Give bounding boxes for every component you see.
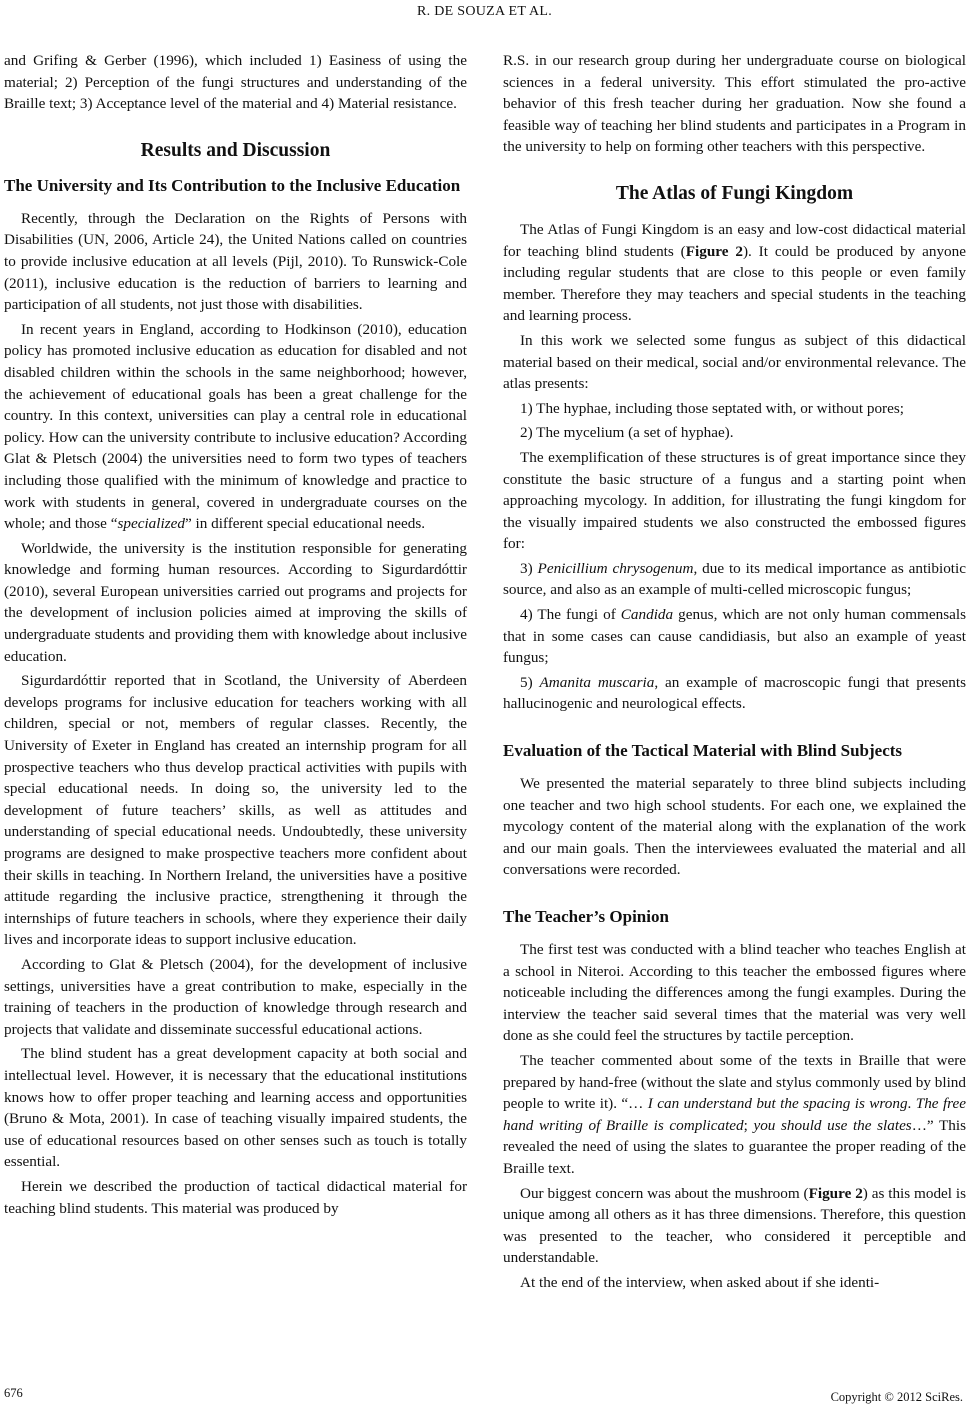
paragraph — [503, 1050, 966, 1180]
quote: I can understand but the spacing is wrong — [647, 1095, 908, 1113]
subsection-heading-evaluation: Evaluation of the Tactical Material with Blind Subjects — [503, 741, 903, 761]
paragraph: Herein we described the production of tactical didactical material for teaching blind students. This material was produced by — [4, 1177, 467, 1217]
text-run: ” in different special educational needs. — [184, 515, 426, 533]
text-run: The Atlas of Fungi Kingdom is an easy and low-cost didactical material for teaching blind students ( — [503, 220, 966, 260]
text-run: , an example of macroscopic fungi that presents hallucinogenic and neurological effects. — [503, 673, 966, 713]
text-run: In recent years in England, according to Hodkinson (2010), education policy has promoted inclusive education as education for disabled and not disabled children within the schools in the same neighborhood; however, the achievement of educational goals has been a great challenge for the country. In this context, universities can play a central role in educational policy. How can the university contribute to inclusive education? According Glat & Pletsch (2004) the universities need to form two types of teachers including those qualified with the minimum of knowledge and practice to work with students in general, covered in undergraduate courses on the whole; and those “ — [4, 320, 467, 533]
paragraph — [503, 219, 966, 327]
paragraph: According to Glat & Pletsch (2004), for the development of inclusive settings, universities have a great contribution to make, especially in the training of teachers in the production of knowledge through research and projects that validate and disseminate successful educational actions. — [4, 955, 467, 1038]
quote: The free hand writing of Braille is complicated — [503, 1095, 966, 1134]
genus-name: Candida — [620, 606, 674, 624]
list-item: 2) The mycelium (a set of hyphae). — [520, 424, 734, 442]
paragraph: At the end of the interview, when asked about if she identi- — [520, 1273, 880, 1291]
paragraph: The exemplification of these structures is of great importance since they constitute the basic structure of a fungus and a starting point when approaching mycology. In addition, for illustrating the fungi kingdom for the visually impaired students we also constructed the embossed figures for: — [503, 448, 966, 553]
section-heading-results: Results and Discussion — [140, 139, 331, 161]
right-column — [503, 50, 966, 1297]
paragraph: Recently, through the Declaration on the Rights of Persons with Disabilities (UN, 2006, Article 24), the United Nations called on countries to provide inclusive education at all levels (Pijl, 2010). To Runswick-Cole (2011), inclusive education is the reduction of barriers to learning and participation of all students, not just those with disabilities. — [4, 209, 467, 314]
text-run: 4) The fungi of — [520, 606, 621, 624]
text-run: The teacher commented about some of the texts in Braille that were prepared by hand-free (without the slate and stylus commonly used by blind people to write it). “… — [503, 1051, 966, 1113]
section-heading-atlas: The Atlas of Fungi Kingdom — [615, 182, 854, 204]
left-column — [4, 50, 467, 1222]
text-run: ) as this model is unique among all others as it has three dimensions. Therefore, this question was presented to the teacher, who considered it perceptible and understandable. — [503, 1184, 967, 1267]
text-run: 5) — [520, 673, 540, 691]
copyright-notice: Copyright © 2012 SciRes. — [830, 1390, 963, 1404]
text-run: ; — [743, 1116, 754, 1134]
paragraph: Worldwide, the university is the institution responsible for generating knowledge and forming human resources. According to Sigurdardóttir (2010), several European universities carried out programs and projects for the development of inclusion policies aimed at improving the skills of undergraduate students and providing them with knowledge about inclusive education. — [4, 539, 467, 665]
figure-reference: Figure 2 — [685, 242, 743, 260]
running-head: R. DE SOUZA ET AL. — [416, 4, 553, 19]
page-number: 676 — [4, 1386, 23, 1400]
text-run: 3) — [520, 559, 538, 577]
paragraph: We presented the material separately to three blind subjects including one teacher and two high school students. For each one, we explained the mycology content of the material along with the explanation of the work and our main goals. Then the interviewees evaluated the material and all conversations were recorded. — [503, 775, 966, 879]
paragraph: The first test was conducted with a blind teacher who teaches English at a school in Niteroi. According to this teacher the embossed figures where noticeable including the differences among the fungi examples. During the interview the teacher said several times that the material was very well done as she could feel the structures by tactile perception. — [503, 941, 966, 1045]
species-name: Amanita muscaria — [539, 673, 655, 691]
list-item — [503, 672, 966, 715]
text-run: genus, which are not only human commensals that in some cases can cause candidiasis, but also an example of yeast fungus; — [503, 606, 966, 667]
quote: you should use the slates — [753, 1116, 912, 1134]
emphasis: specialized — [117, 515, 185, 533]
text-run: ). It could be produced by anyone including regular students that are close to this people or even family member. Therefore they may teachers and special students in the teaching and learning process. — [503, 242, 966, 325]
figure-reference: Figure 2 — [808, 1184, 863, 1202]
text-run: . — [907, 1095, 916, 1113]
subsection-heading-university: The University and Its Contribution to the Inclusive Education — [4, 175, 461, 195]
list-item — [503, 604, 966, 669]
paragraph: Sigurdardóttir reported that in Scotland, the University of Aberdeen develops programs for inclusive education for teachers working with all children, special or not, members of regular classes. Recently, the University of Exeter in England has created an internship program for all prospective teachers who thus develop practical activities with pupils with special educational needs. In doing so, the university led to the development of future teachers’ skills, as well as attitudes and understanding of special educational needs. Undoubtedly, these university programs are designed to make prospective teachers more confident about their skills in teaching. In Northern Ireland, the universities have a positive attitude regarding the inclusive practice, strengthening it through the internships of future teachers in schools, where they experience their daily lives and incorporate ideas to support inclusive education. — [4, 672, 467, 949]
paragraph: In this work we selected some fungus as subject of this didactical material based on their medical, social and/or environmental relevance. The atlas presents: — [503, 331, 966, 393]
text-run: …” This revealed the need of using the slates to guarantee the proper reading of the Braille text. — [503, 1116, 966, 1177]
text-run: Our biggest concern was about the mushroom ( — [520, 1184, 809, 1202]
paragraph: The blind student has a great development capacity at both social and intellectual level. However, it is necessary that the educational institutions knows how to offer proper teaching and learning access and opportunities (Bruno & Mota, 2001). In case of teaching visually impaired students, the use of educational resources based on other senses such as touch is totally essential. — [4, 1045, 467, 1171]
paragraph — [4, 319, 467, 535]
subsection-heading-teacher: The Teacher’s Opinion — [503, 907, 669, 926]
paragraph: and Grifing & Gerber (1996), which included 1) Easiness of using the material; 2) Perception of the fungi structures and understanding of the Braille text; 3) Acceptance level of the material and 4) Material resistance. — [4, 52, 467, 113]
paragraph: R.S. in our research group during her undergraduate course on biological sciences in a federal university. This effort stimulated the pro-active behavior of this fresh teacher during her graduation. Now she found a feasible way of teaching her blind students and participates in a Program in the university to help on forming other teachers with this perspective. — [503, 52, 966, 156]
species-name: Penicillium chrysogenum — [537, 559, 694, 577]
list-item — [503, 558, 966, 601]
paragraph — [503, 1183, 966, 1269]
text-run: , due to its medical importance as antibiotic source, and also as an example of multi-celled microscopic fungus; — [503, 559, 966, 599]
list-item: 1) The hyphae, including those septated with, or without pores; — [520, 399, 904, 417]
